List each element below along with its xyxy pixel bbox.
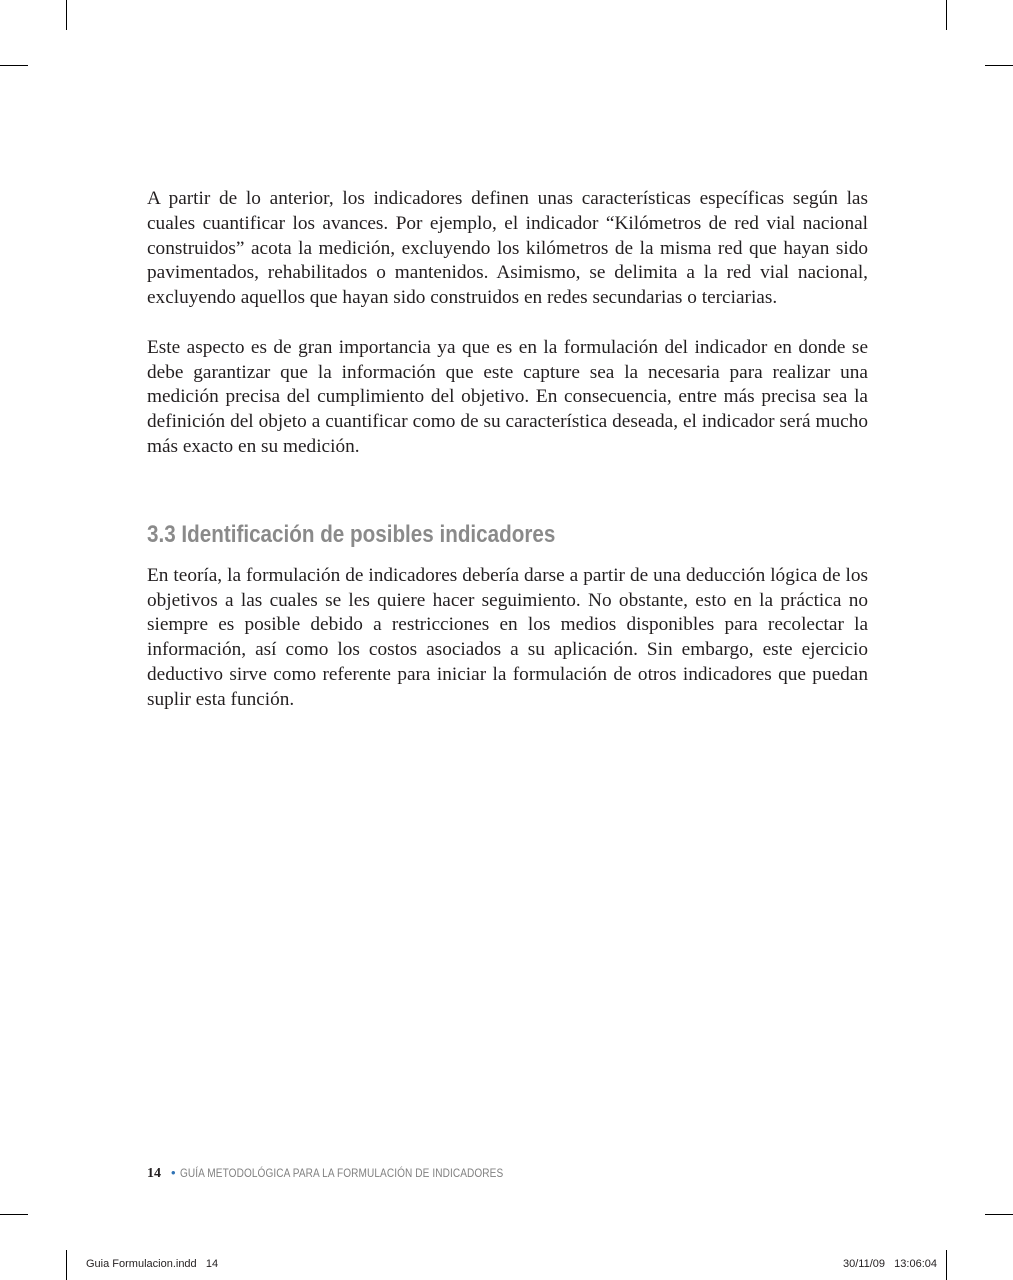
page-body [147,187,868,713]
section-heading: 3.3 Identificación de posibles indicadores [147,520,556,548]
crop-mark-bottom-right-vertical [946,1250,947,1280]
crop-mark-top-left-vertical [66,0,67,30]
crop-mark-bottom-left-vertical [66,1250,67,1280]
slug-datetime-text: 30/11/09 13:06:04 [843,1258,937,1270]
crop-mark-bottom-left-horizontal [0,1214,28,1215]
crop-mark-top-right-horizontal [985,65,1013,66]
crop-mark-bottom-right-horizontal [985,1214,1013,1215]
page-number: 14 [147,1166,161,1181]
running-footer [147,1165,564,1183]
body-paragraph-2: Este aspecto es de gran importancia ya que es en la formulación del indicador en donde se debe garantizar que la información que este capture sea la necesaria para realizar una medición precisa del cumplimiento del objetivo. En consecuencia, entre más precisa sea la definición del objeto a cuantificar como de su característica deseada, el indicador será mucho más exacto en su medición. [147,336,868,457]
footer-bullet-icon: • [171,1165,176,1180]
slug-timestamp [843,1258,937,1270]
crop-mark-top-right-vertical [946,0,947,30]
section-paragraph: En teoría, la formulación de indicadores debería darse a partir de una deducción lógica de los objetivos a las cuales se les quiere hacer seguimiento. No obstante, esto en la práctica no siempre es posible debido a restricciones en los medios disponibles para recolectar la información, así como los costos asociados a su aplicación. Sin embargo, este ejercicio deductivo sirve como referente para iniciar la formulación de otros indicadores que puedan suplir esta función. [147,564,868,710]
slug-file-text: Guia Formulacion.indd 14 [86,1258,219,1270]
slug-file-name [86,1258,218,1270]
crop-mark-top-left-horizontal [0,65,28,66]
body-paragraph-1: A partir de lo anterior, los indicadores definen unas características específicas según las cuales cuantificar los avances. Por ejemplo, el indicador “Kilómetros de red vial nacional construidos” acota la medición, excluyendo los kilómetros de la misma red que hayan sido pavimentados, rehabilitados o mantenidos. Asimismo, se delimita a la red vial nacional, excluyendo aquellos que hayan sido construidos en redes secundarias o terciarias. [147,188,868,309]
footer-publication-title: GUÍA METODOLÓGICA PARA LA FORMULACIÓN DE INDICADORES [179,1166,503,1180]
